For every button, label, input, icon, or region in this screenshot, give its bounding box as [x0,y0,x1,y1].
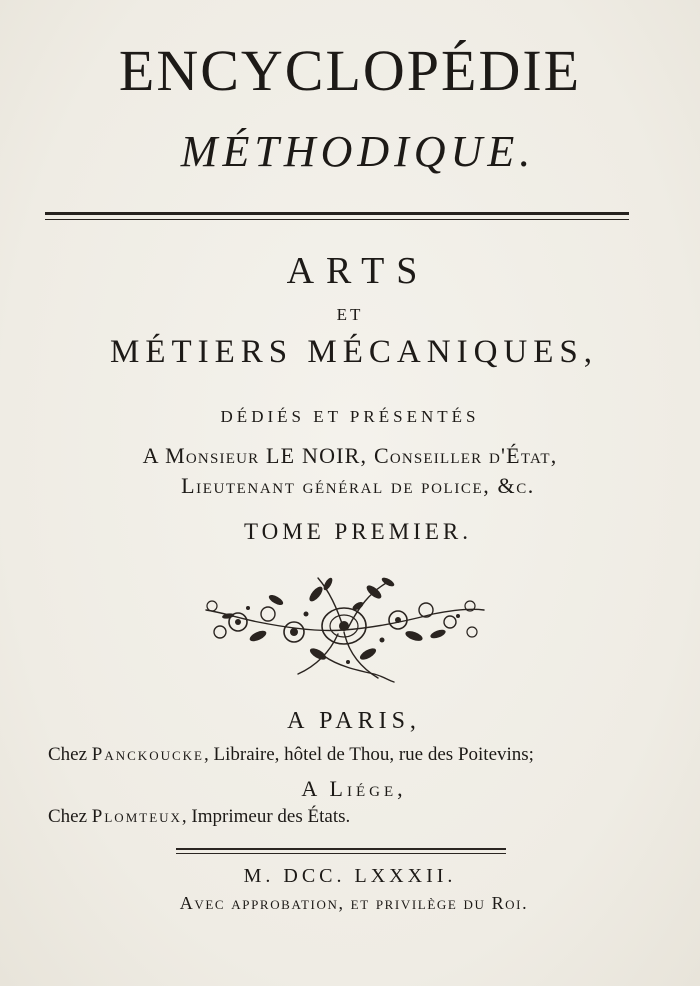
imprint-city-paris: A PARIS, [287,708,421,734]
publisher1-prefix: Chez [48,744,92,765]
imprint-rule-divider [176,848,506,854]
imprint-city-liege: A Liége, [301,776,407,801]
imprint-publisher-paris [48,742,648,768]
dedication-recipient: A Monsieur LE NOIR, Conseiller d'État, [142,443,558,468]
subject-conjunction: ET [336,305,364,324]
dedication-heading: DÉDIÉS ET PRÉSENTÉS [220,407,480,426]
royal-privilege: Avec approbation, et privilège du Roi. [179,893,529,913]
main-title: ENCYCLOPÉDIE [118,38,582,103]
volume-label: TOME PREMIER. [244,519,472,544]
subject-arts: ARTS [286,250,430,292]
floral-garland-ornament-icon [198,570,490,686]
main-subtitle: MÉTHODIQUE. [180,127,536,176]
publisher2-name: Plomteux [91,806,182,827]
publisher2-suffix: , Imprimeur des États. [181,806,351,827]
publication-date: M. DCC. LXXXII. [243,865,457,887]
double-rule-divider [45,212,629,220]
publisher1-name: Panckoucke [91,744,204,765]
dedication-title: Lieutenant général de police, &c. [181,473,535,498]
publisher2-prefix: Chez [48,806,92,827]
imprint-publisher-liege [48,804,648,830]
publisher1-suffix: , Libraire, hôtel de Thou, rue des Poitevins; [203,744,534,765]
subject-metiers: MÉTIERS MÉCANIQUES, [109,334,598,370]
